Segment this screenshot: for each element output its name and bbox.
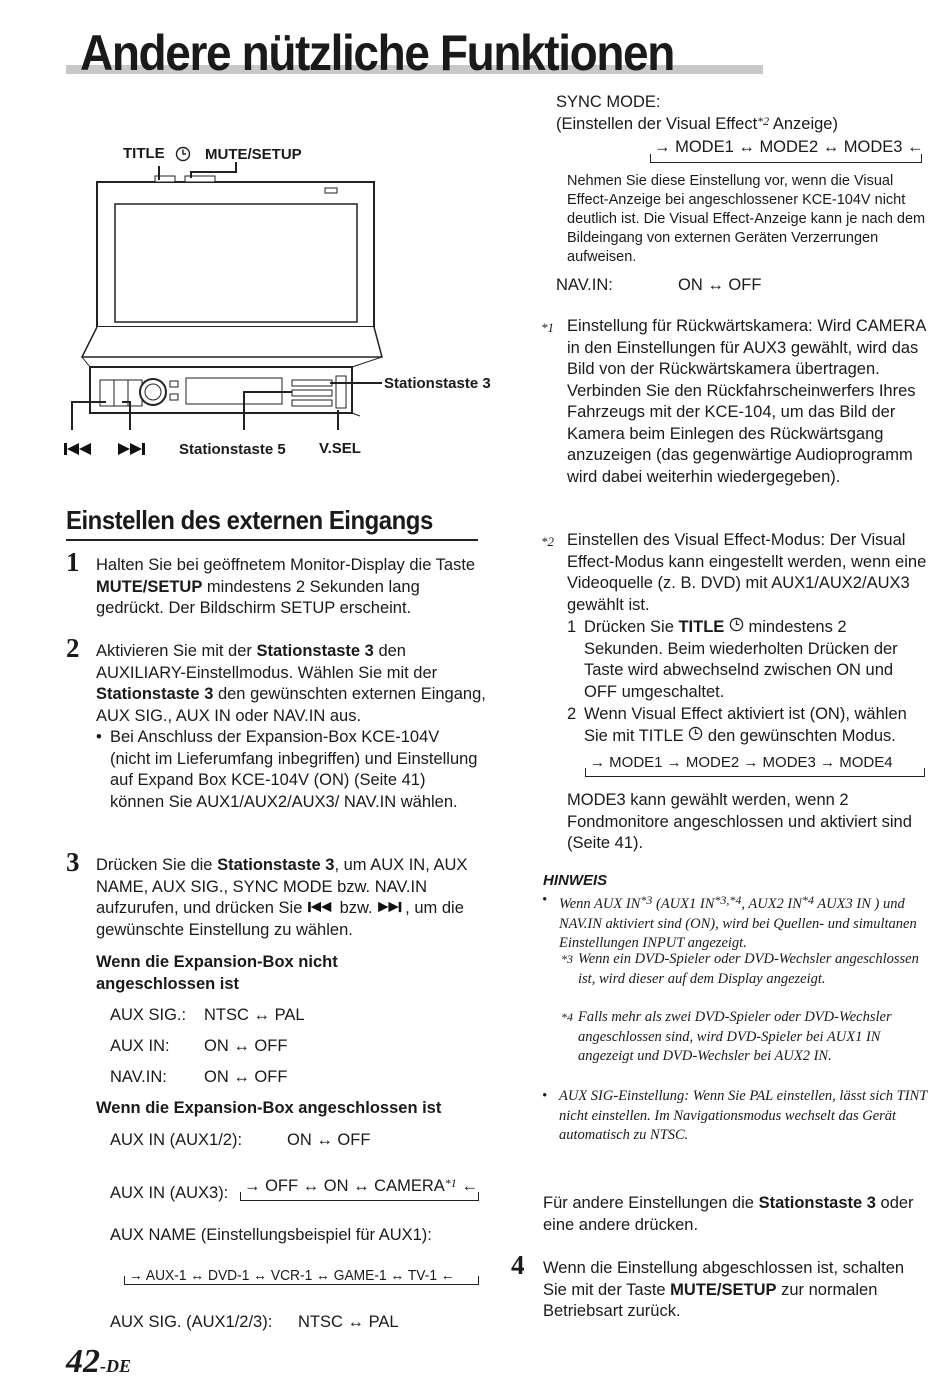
clock-icon	[175, 146, 191, 167]
hinweis-note-4-mark: *4	[561, 1010, 573, 1024]
footnote-2-sub1: Drücken Sie TITLE mindestens 2 Sekunden. Beim wiederholten Drücken der Taste wird abwechselnd zwischen ON und OFF umgeschaltet.	[584, 618, 898, 701]
station3-label: Stationstaste 3	[384, 375, 491, 392]
box-row-aux12-label: AUX IN (AUX1/2):	[110, 1131, 243, 1149]
box-row-sig-value: NTSC ↔ PAL	[298, 1313, 399, 1331]
head-unit-drawing	[60, 140, 510, 470]
device-illustration	[60, 140, 510, 470]
sync-modes: → MODE1 ↔ MODE2 ↔ MODE3 ←	[654, 138, 924, 156]
step-2-bullet-text: Bei Anschluss der Expansion-Box KCE-104V (nicht im Lieferumfang inbegriffen) und Einstellung auf Expand Box KCE-104V (ON) (Seite 41) können Sie AUX1/AUX2/AUX3/ NAV.IN wählen.	[110, 728, 478, 811]
step-1-number: 1	[66, 547, 80, 577]
title-button-label: TITLE	[123, 145, 165, 162]
sync-note: Nehmen Sie diese Einstellung vor, wenn die Visual Effect-Anzeige bei angeschlossener KCE-104V nicht deutlich ist. Die Visual Effect-Anzeige kann je nach dem Bildeingang von externen Geräten Verzerrungen aufweisen.	[567, 173, 926, 265]
box-row-aux12-value: ON ↔ OFF	[287, 1131, 371, 1149]
next-icon	[118, 442, 148, 461]
step-3-number: 3	[66, 847, 80, 877]
hinweis-note-4: Falls mehr als zwei DVD-Spieler oder DVD-Wechsler angeschlossen sind, wird DVD-Spieler bei AUX1 IN angezeigt und DVD-Wechsler bei AUX2 IN.	[578, 1009, 892, 1064]
step-2-text: Aktivieren Sie mit der Stationstaste 3 den AUXILIARY-Einstellmodus. Wählen Sie mit der Stationstaste 3 den gewünschten externen Eingang, AUX SIG., AUX IN oder NAV.IN aus.	[96, 642, 486, 725]
no-box-row-nav-value: ON ↔ OFF	[204, 1068, 288, 1086]
next-inline-icon	[377, 901, 405, 913]
step-3-text: Drücken Sie die Stationstaste 3, um AUX IN, AUX NAME, AUX SIG., SYNC MODE bzw. NAV.IN aufzurufen, und drücken Sie bzw. , um die gewünschte Einstellung zu wählen.	[96, 856, 468, 939]
no-box-row-sig-label: AUX SIG.:	[110, 1006, 187, 1024]
hinweis-heading: HINWEIS	[543, 872, 608, 889]
navin-value: ON ↔ OFF	[678, 276, 762, 294]
sync-line2-text: (Einstellen der Visual Effect	[556, 115, 758, 133]
aux-name-cycle: AUX-1 ↔ DVD-1 ↔ VCR-1 ↔ GAME-1 ↔ TV-1	[145, 1267, 438, 1284]
mode4-cycle-text: MODE1 → MODE2 → MODE3 → MODE4	[609, 754, 893, 771]
prev-icon	[64, 442, 94, 461]
mode4-cycle: → MODE1 → MODE2 → MODE3 → MODE4	[590, 754, 893, 771]
no-box-row-nav-label: NAV.IN:	[110, 1068, 167, 1086]
footnote-2-sub2: Wenn Visual Effect aktiviert ist (ON), wählen Sie mit TITLE den gewünschten Modus.	[584, 705, 907, 745]
sync-line2	[556, 114, 838, 134]
hinweis-bullet-1: Wenn AUX IN$^{*3}$ (AUX1 $IN^{*3,*4}$, AUX2 IN$^{*4}$ AUX3 IN ) und NAV.IN aktiviert sind (ON), wird bei Quellen- und simultanen Einstellungen INPUT angezeigt.	[559, 893, 917, 951]
footnote-1-ref: *1	[444, 1176, 457, 1190]
footnote-1-text: Einstellung für Rückwärtskamera: Wird CAMERA in den Einstellungen für AUX3 gewählt, wird das Bild von der Rückwärtskamera übertragen. Verbinden Sie den Rückfahrscheinwerfers Ihres Fahrzeugs mit der KCE-104, um das Bild der Kamera beim Einlegen des Rückwärtsgang anzuzeigen (das gegenwärtige Audioprogramm wird dabei weiterhin wiedergegeben).	[567, 317, 926, 486]
box-row-name-label: AUX NAME (Einstellungsbeispiel für AUX1):	[110, 1226, 432, 1244]
sync-modes-text: MODE1 ↔ MODE2 ↔ MODE3	[675, 138, 903, 156]
step-4-text: Wenn die Einstellung abgeschlossen ist, schalten Sie mit der Taste MUTE/SETUP zur normalen Betriebsart zurück.	[543, 1259, 905, 1320]
no-box-row-in-value: ON ↔ OFF	[204, 1037, 288, 1055]
footnote-1-mark: *1	[541, 320, 554, 335]
footnote-2-mark: *2	[541, 534, 554, 549]
clock-inline-icon	[729, 617, 744, 632]
step-1-text: Halten Sie bei geöffnetem Monitor-Display die Taste MUTE/SETUP mindestens 2 Sekunden lang gedrückt. Der Bildschirm SETUP erscheint.	[96, 556, 476, 617]
sync-line1: SYNC MODE:	[556, 93, 661, 111]
aux-name-loop	[124, 1276, 479, 1285]
hinweis-bullet-2-dot: •	[542, 1088, 548, 1104]
page-number-suffix: -DE	[100, 1356, 131, 1376]
box-heading: Wenn die Expansion-Box angeschlossen ist	[96, 1099, 442, 1117]
hinweis-note-3: Wenn ein DVD-Spieler oder DVD-Wechsler angeschlossen ist, wird dieser auf dem Display angezeigt.	[578, 951, 919, 987]
mute-setup-label: MUTE/SETUP	[205, 146, 302, 163]
no-box-heading: Wenn die Expansion-Box nicht angeschlossen ist	[96, 953, 338, 993]
box-row-aux3-value: → OFF ↔ ON ↔ CAMERA$^{*1}$ ←	[244, 1176, 478, 1195]
box-row-aux3-label: AUX IN (AUX3):	[110, 1184, 229, 1202]
navin-label: NAV.IN:	[556, 276, 613, 294]
step-4-number: 4	[511, 1250, 525, 1280]
mode3-note: MODE3 kann gewählt werden, wenn 2 Fondmonitore angeschlossen und aktiviert sind (Seite 41).	[567, 791, 912, 852]
page-number-value: 42	[66, 1343, 100, 1380]
section-heading: Einstellen des externen Eingangs	[66, 505, 433, 535]
hinweis-bullet-1-dot: •	[542, 892, 548, 908]
footnote-2-text: Einstellen des Visual Effect-Modus: Der Visual Effect-Modus kann eingestellt werden, wenn eine Videoquelle (z. B. DVD) mit AUX1/AUX2/AUX3 gewählt ist.	[567, 531, 927, 614]
footnote-2-sub1-num: 1	[567, 618, 577, 636]
hinweis-note-3-mark: *3	[561, 952, 573, 966]
footnote-2-ref: *2	[757, 114, 770, 128]
vsel-label: V.SEL	[319, 440, 361, 457]
no-box-row-in-label: AUX IN:	[110, 1037, 170, 1055]
box-row-name-value: → AUX-1 ↔ DVD-1 ↔ VCR-1 ↔ GAME-1 ↔ TV-1 ←	[129, 1267, 455, 1284]
page-title: Andere nützliche Funktionen	[80, 25, 674, 81]
hinweis-bullet-2: AUX SIG-Einstellung: Wenn Sie PAL einstellen, lässt sich TINT nicht einstellen. Im Navigationsmodus wechselt das Gerät automatisch zu NTSC.	[559, 1088, 927, 1143]
step-2-bullet: •	[96, 728, 102, 746]
aux3-loop	[240, 1192, 479, 1201]
station5-label: Stationstaste 5	[179, 441, 286, 458]
mode4-loop	[585, 768, 925, 777]
box-row-sig-label: AUX SIG. (AUX1/2/3):	[110, 1313, 273, 1331]
section-rule	[66, 539, 478, 541]
page-number	[66, 1343, 131, 1381]
step-2-number: 2	[66, 633, 80, 663]
no-box-row-sig-value: NTSC ↔ PAL	[204, 1006, 305, 1024]
clock-inline-icon-2	[688, 726, 703, 741]
footnote-2-sub2-num: 2	[567, 705, 577, 723]
aux3-value-text: OFF ↔ ON ↔ CAMERA	[265, 1177, 445, 1195]
sync-modes-loop	[650, 154, 922, 163]
other-settings-text: Für andere Einstellungen die Stationstaste 3 oder eine andere drücken.	[543, 1194, 914, 1234]
sync-line2-end: Anzeige)	[769, 115, 838, 133]
prev-inline-icon	[307, 901, 335, 913]
